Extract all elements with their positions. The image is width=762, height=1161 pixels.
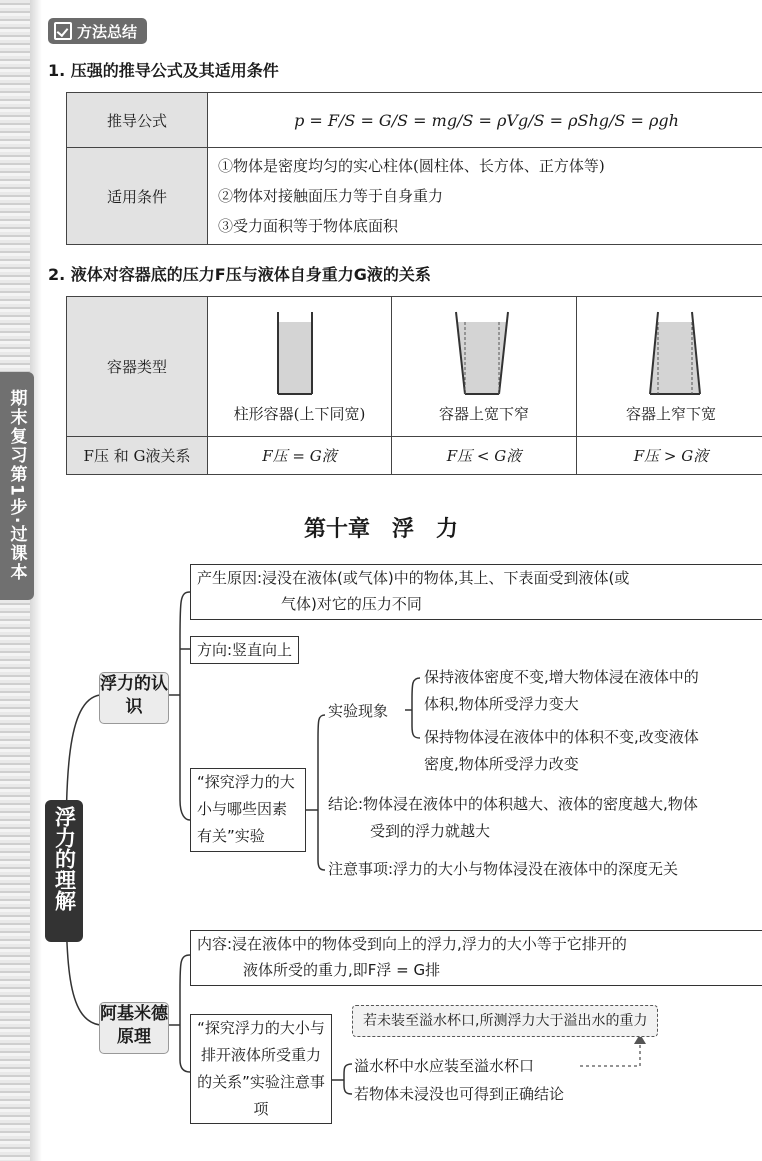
section1-title: 1. 压强的推导公式及其适用条件 — [48, 61, 279, 80]
section2-title: 2. 液体对容器底的压力F压与液体自身重力G液的关系 — [48, 265, 431, 284]
phenomenon-label: 实验现象 — [328, 702, 389, 720]
experiment-text: “探究浮力的大小与哪些因素有关”实验 — [197, 773, 295, 845]
phenomenon1-line2: 体积,物体所受浮力变大 — [424, 695, 579, 713]
chapter-title: 第十章 浮 力 — [303, 517, 458, 542]
side-tab-label: 期末复习第1步·过课本 — [6, 389, 27, 583]
content-line1: 内容:浸在液体中的物体受到向上的浮力,浮力的大小等于它排开的 — [197, 935, 627, 953]
condition-2: ②物体对接触面压力等于自身重力 — [218, 187, 444, 205]
experiment-box — [190, 768, 306, 852]
condition-3: ③受力面积等于物体底面积 — [218, 217, 399, 235]
container-type-1: 柱形容器(上下同宽) — [233, 405, 366, 423]
experiment2-text: “探究浮力的大小与排开液体所受重力的关系”实验注意事项 — [197, 1019, 325, 1118]
conclusion-line2: 受到的浮力就越大 — [370, 822, 491, 840]
relation-label: F压 和 G液关系 — [67, 437, 208, 475]
dashed-note-text: 若未装至溢水杯口,所测浮力大于溢出水的重力 — [363, 1013, 648, 1029]
content-box — [190, 930, 762, 986]
direction-text: 方向:竖直向上 — [197, 641, 293, 659]
content-line2: 液体所受的重力,即F浮 = G排 — [243, 961, 441, 979]
cause-box — [190, 564, 762, 620]
relation-3: F压 > G液 — [577, 437, 762, 475]
root-label: 浮力的理解 — [52, 806, 77, 911]
archimedes-item1: 溢水杯中水应装至溢水杯口 — [354, 1057, 535, 1075]
branch2-label: 阿基米德原理 — [100, 1004, 168, 1047]
condition-1: ①物体是密度均匀的实心柱体(圆柱体、长方体、正方体等) — [218, 157, 605, 175]
conclusion-line1: 结论:物体浸在液体中的体积越大、液体的密度越大,物体 — [328, 795, 698, 813]
experiment2-box — [190, 1014, 332, 1124]
branch-archimedes — [99, 1002, 169, 1054]
pressure-formula: p = F/S = G/S = mg/S = ρVg/S = ρShg/S = ρgh — [294, 110, 679, 130]
container-type-2: 容器上宽下窄 — [438, 405, 529, 423]
note-text: 注意事项:浮力的大小与物体浸没在液体中的深度无关 — [328, 860, 679, 878]
branch-buoyancy-concept — [99, 672, 169, 724]
dashed-note-box — [352, 1005, 658, 1037]
direction-box — [190, 636, 299, 664]
relation-2: F压 < G液 — [392, 437, 577, 475]
formula-label: 推导公式 — [67, 93, 208, 148]
container-type-3: 容器上窄下宽 — [625, 405, 716, 423]
container-type-label: 容器类型 — [67, 297, 208, 437]
badge-label: 方法总结 — [77, 22, 138, 41]
cause-line2: 气体)对它的压力不同 — [281, 595, 422, 613]
branch1-label: 浮力的认识 — [100, 674, 168, 717]
phenomenon1-line1: 保持液体密度不变,增大物体浸在液体中的 — [424, 668, 699, 686]
cause-line1: 产生原因:浸没在液体(或气体)中的物体,其上、下表面受到液体(或 — [197, 569, 630, 587]
phenomenon2-line2: 密度,物体所受浮力改变 — [424, 755, 579, 773]
archimedes-item2: 若物体未浸没也可得到正确结论 — [354, 1085, 565, 1103]
phenomenon2-line1: 保持物体浸在液体中的体积不变,改变液体 — [424, 728, 699, 746]
conditions-label: 适用条件 — [67, 148, 208, 245]
relation-1: F压 = G液 — [208, 437, 392, 475]
mindmap-root — [45, 800, 83, 942]
